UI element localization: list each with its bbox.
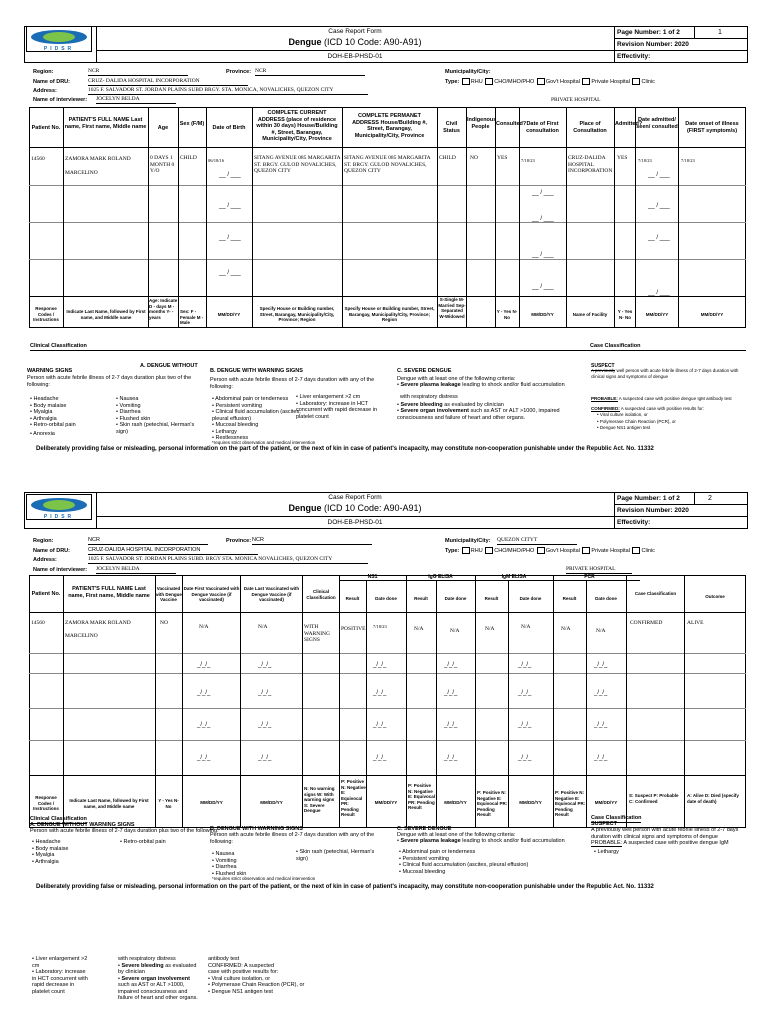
dru-type-value-2: PRIVATE HOSPITAL — [566, 566, 632, 574]
date-slot[interactable]: _/_/_ — [518, 755, 532, 761]
th-date-admitted: Date admitted/ seen/ consulted — [636, 117, 678, 130]
list-item: • Clinical fluid accumulation (ascites, pleural effusion) — [212, 409, 301, 422]
date-slot[interactable]: _/_/_ — [518, 690, 532, 696]
date-slot[interactable]: _/_/_ — [373, 722, 387, 728]
date-slot[interactable]: _/_/_ — [197, 755, 211, 761]
code-age: Age: Indicate D - days M - months Y- - years — [149, 298, 178, 320]
list-item: • Abdominal pain or tenderness — [399, 849, 476, 855]
overflow-organ: • Severe organ involvement such as AST or ALT >1000, impaired consciousness and failure of heart and other organs. — [118, 975, 198, 1001]
province-label: Province: — [226, 69, 252, 75]
date-slot[interactable]: __ / ___ — [648, 203, 670, 209]
rhu-checkbox[interactable] — [462, 78, 470, 85]
p2-igg-result: N/A — [414, 626, 424, 632]
th2-last-vacc: Date Last Vaccinated with Dengue Vaccine (if vaccinated) — [243, 586, 300, 602]
form-title — [96, 37, 614, 47]
code-current-address: Specify House or Building number, Street, Barangay, Municipality/City, Province; Region — [259, 306, 335, 322]
p2-patient-no: 14560 — [31, 620, 45, 626]
list-item: • Laboratory: increase in HCT concurrent with rapid decrease in platelet count — [296, 400, 378, 420]
legal-warning: Deliberately providing false or misleading, personal information on the part of the patient, or the next of kin in case of patient's incapacity, may constitute non-cooperation punishable under the Republic Act. No. 11332 — [36, 446, 654, 452]
list-item: • Mucosal bleeding — [399, 868, 446, 875]
p2-igg-date: N/A — [450, 628, 460, 634]
date-slot[interactable]: __ / ___ — [532, 252, 554, 258]
overflow-col-1 — [32, 956, 90, 995]
code-sex: Sex: F - Female M - Male — [180, 309, 204, 325]
p2-outcome: ALIVE — [687, 620, 704, 626]
page-index-2: 2 — [708, 495, 712, 502]
th2-first-vacc: Date First Vaccinated with Dengue Vaccine (if vaccinated) — [183, 586, 240, 602]
th2-full-name: PATIENT'S FULL NAME Last name, First name, Middle name — [68, 586, 150, 599]
region-label-2: Region: — [33, 538, 54, 544]
doc-code: DOH-EB-PHSD-01 — [327, 53, 383, 60]
list-item: • Polymerase Chain Reaction (PCR), or — [208, 982, 305, 988]
private-checkbox[interactable] — [582, 78, 590, 85]
case-report-form-label-2: Case Report Form — [328, 494, 382, 501]
list-item: • Myalgia — [32, 852, 55, 858]
date-slot[interactable]: __ / ___ — [219, 203, 241, 209]
date-slot[interactable]: _/_/_ — [197, 722, 211, 728]
case-classification-title: Case Classification — [590, 343, 641, 349]
page-number-2: Page Number: 1 of 2 — [617, 495, 680, 502]
p1-name-1: ZAMORA MARK ROLAND — [65, 156, 131, 162]
th-onset: Date onset of illness (FIRST symptom/s) — [685, 121, 739, 134]
list-item: • Skin rash (petechial, Herman's sign) — [116, 422, 195, 435]
effectivity-2: Effectivity: — [617, 519, 651, 526]
logo-text: PIDSR — [43, 46, 75, 52]
rhu-checkbox[interactable] — [462, 547, 470, 554]
overflow-confirmed: CONFIRMED: A suspected case with positive results for: — [208, 962, 279, 975]
list-item: • Persistent vomiting — [399, 855, 449, 862]
date-slot[interactable]: _/_/_ — [258, 755, 272, 761]
date-slot[interactable]: __ / ___ — [532, 216, 554, 222]
region-label: Region: — [33, 69, 54, 75]
th2-ns1-date: Date done — [375, 596, 397, 601]
code-civil-status: S-Single M-Married Sep-Separated W-Widowed — [438, 297, 466, 319]
th2-pcr-date: Date done — [595, 596, 617, 601]
date-slot[interactable]: _/_/_ — [258, 662, 272, 668]
p2-name-1: ZAMORA MARK ROLAND — [65, 620, 131, 626]
date-slot[interactable]: _/_/_ — [373, 755, 387, 761]
dru-type-value: PRIVATE HOSPITAL — [551, 97, 601, 103]
revision-number: Revision Number: 2020 — [617, 41, 689, 48]
clinic-label: Clinic — [641, 547, 655, 554]
dru-label-2: Name of DRU: — [33, 548, 70, 554]
cho-checkbox[interactable] — [485, 547, 493, 554]
th-first-consult: Date of First consultation — [526, 121, 559, 134]
date-slot[interactable]: __ / ___ — [648, 172, 670, 178]
p1-patient-no: 14560 — [31, 156, 45, 162]
p2-clinical: WITH WARNING SIGNS — [304, 624, 330, 643]
region-value-2: NCR — [88, 537, 208, 545]
code-name: Indicate Last Name, followed by First name, and Middle name — [66, 309, 146, 320]
c-list-p2 — [399, 849, 528, 875]
th-sex: Sex (F/M) — [179, 121, 205, 127]
a-title: A. DENGUE WITHOUT — [140, 363, 198, 369]
date-slot[interactable]: __ / ___ — [648, 290, 670, 296]
clinic-checkbox[interactable] — [632, 547, 640, 554]
type-text: Type: — [445, 547, 460, 554]
doc-code-2: DOH-EB-PHSD-01 — [327, 519, 383, 526]
address-value-2: 1025 F. SALVADOR ST. JORDAN PLAINS SUBD. BRGY STA. MONICA NOVALICHES, QUEZON CITY — [88, 556, 368, 564]
th-igg: IgG ELISA — [428, 574, 453, 580]
list-item: • Dengue NS1 antigen test — [208, 988, 273, 995]
list-item: • Dengue NS1 antigen test — [597, 425, 651, 430]
list-item: • Abdominal pain or tenderness — [212, 396, 289, 402]
code2-ns1: P: Positive N: Negative E: Equivocal PR: Pending Result — [341, 779, 366, 817]
overflow-col-3 — [208, 956, 305, 995]
date-slot[interactable]: _/_/_ — [518, 662, 532, 668]
th2-igm-result: Result — [484, 596, 499, 601]
p1-date-admitted: 7/18/23 — [638, 158, 652, 163]
code-onset: MM/DD/YY — [700, 312, 724, 317]
code2-igg-date: MM/DD/YY — [444, 800, 467, 805]
th2-clinical: Clinical Classification — [306, 589, 336, 600]
lethargy-p2: • Lethargy — [594, 849, 619, 855]
a-list-1 — [30, 396, 76, 429]
p2-case-class: CONFIRMED — [630, 620, 663, 626]
title-code: (ICD 10 Code: A90-A91) — [323, 37, 422, 47]
th2-igm-date: Date done — [519, 596, 542, 601]
type-text: Type: — [445, 78, 460, 85]
list-item: • Vomiting — [116, 402, 141, 409]
b-list-p2 — [212, 851, 246, 877]
list-item: • Polymerase Chain Reaction (PCR), or — [597, 418, 676, 424]
address-label-2: Address: — [33, 557, 57, 563]
th2-case-class: Case Classification — [634, 591, 677, 596]
c-desc: Dengue with at least one of the following criteria: — [397, 376, 516, 382]
p1-admitted: YES — [617, 155, 628, 161]
th-current-address: COMPLETE CURRENT ADDRESS (place of residence within 30 days) House/Building #, Street, Barangay, Municipality/City, Province — [256, 110, 338, 142]
list-item: • Arthralgia — [32, 858, 59, 865]
cho-label: CHO/MHO/PHO — [494, 547, 535, 554]
cho-checkbox[interactable] — [485, 78, 493, 85]
p1-permanent-address: SITANG AVENUE 085 MARGARITA ST. BRGY. GULOD NOVALICHES, QUEZON CITY — [344, 155, 431, 174]
p1-civil-status: CHILD — [439, 155, 456, 161]
private-label: Private Hospital — [591, 547, 630, 554]
suspect-label: SUSPECT — [591, 363, 615, 369]
list-item: • Flushed skin — [116, 415, 151, 422]
th-igm: IgM ELISA — [501, 574, 527, 580]
suspect-desc-p2: A previously well person with acute febrile illness of 2-7 days duration with clinical signs and symptoms of dengue — [591, 827, 739, 840]
list-item: • Headache — [32, 839, 61, 845]
date-slot[interactable]: _/_/_ — [518, 722, 532, 728]
c-title-p2: C. SEVERE DENGUE — [397, 826, 452, 832]
a-desc: Person with acute febrile illness of 2-7 days duration plus two of the following: — [27, 375, 192, 388]
municipality-label: Municipality/City: — [445, 69, 491, 75]
th2-patient-no: Patient No. — [31, 591, 61, 597]
govt-label: Gov't Hospital — [545, 547, 580, 554]
suspect-desc: A previously well person with acute febrile illness of 2-7 days duration with clinical signs and symptoms of dengue — [591, 368, 739, 379]
list-item: • Flushed skin — [212, 870, 247, 877]
suspect-p2: SUSPECT — [591, 821, 617, 827]
list-item: • Viral culture isolation, or — [208, 975, 271, 982]
code-admitted: Y - Yes N- No — [617, 309, 633, 320]
date-slot[interactable]: __ / ___ — [219, 270, 241, 276]
date-slot[interactable]: _/_/_ — [594, 722, 608, 728]
th-age: Age — [157, 125, 169, 131]
overflow-resp: with respiratory distress — [118, 956, 176, 962]
code2-ns1-date: MM/DD/YY — [374, 800, 398, 805]
b-list-1 — [212, 396, 302, 442]
p1-age: 0 DAYS 1 MONTH 0 Y/O — [150, 155, 175, 174]
th-place: Place of Consultation — [573, 121, 607, 134]
code2-instructions: Response Codes / Instructions — [33, 795, 59, 811]
b-title: B. DENGUE WITH WARNING SIGNS — [210, 368, 303, 374]
date-slot[interactable]: _/_/_ — [373, 662, 387, 668]
th2-pcr-result: Result — [562, 596, 577, 601]
th-patient-no: Patient No. — [31, 125, 61, 131]
probable-p2: PROBABLE: A suspected case with positive dengue IgM — [591, 840, 729, 846]
th-full-name: PATIENT'S FULL NAME Last name, First name, Middle name — [64, 117, 147, 130]
date-slot[interactable]: _/_/_ — [594, 755, 608, 761]
revision-number-2: Revision Number: 2020 — [617, 507, 689, 514]
th2-ns1-result: Result — [345, 596, 360, 601]
code2-first-vacc: MM/DD/YY — [200, 800, 223, 805]
p1-current-address: SITANG AVENUE 085 MARGARITA ST. BRGY. GULOD NOVALICHES, QUEZON CITY — [254, 155, 341, 174]
date-slot[interactable]: __ / ___ — [532, 190, 554, 196]
code-instructions: Response Codes / Instructions — [33, 306, 59, 322]
c-title: C. SEVERE DENGUE — [397, 368, 452, 374]
list-item: • Diarrhea — [116, 409, 141, 415]
b-list-2 — [296, 394, 388, 420]
confirmed-list — [597, 412, 676, 432]
p2-vaccinated: NO — [160, 620, 168, 626]
dru-label: Name of DRU: — [33, 79, 70, 85]
th-admitted: Admitted? — [615, 121, 643, 127]
code-date-admitted: MM/DD/YY — [645, 312, 669, 317]
date-slot[interactable]: _/_/_ — [444, 755, 458, 761]
overflow-antibody: antibody test — [208, 956, 240, 962]
govt-label: Gov't Hospital — [545, 78, 580, 85]
list-item: • Clinical fluid accumulation (ascites, pleural effusion) — [399, 862, 529, 868]
list-item: • Arthralgia — [30, 415, 57, 422]
code2-outcome: A: Alive D: Died (specify date of death) — [687, 793, 739, 804]
a-anorexia: • Anorexia — [30, 431, 55, 437]
p1-place: CRUZ-DALIDA HOSPITAL INCORPORATION — [568, 155, 613, 174]
th-civil-status: Civil Status — [443, 121, 460, 134]
th2-outcome: Outcome — [705, 594, 725, 599]
private-label: Private Hospital — [591, 78, 630, 85]
th-pcr: PCR — [584, 574, 595, 580]
code-consulted: Y - Yes N- No — [496, 309, 518, 320]
date-slot[interactable]: _/_/_ — [444, 722, 458, 728]
title-code: (ICD 10 Code: A90-A91) — [323, 503, 422, 513]
p2-ns1-date: 7/18/23 — [373, 624, 387, 629]
date-slot[interactable]: _/_/_ — [197, 662, 211, 668]
p2-ns1-result: POSITIVE — [341, 626, 366, 632]
date-slot[interactable]: _/_/_ — [258, 722, 272, 728]
b-title-p2: B. DENGUE WITH WARNING SIGNS — [210, 826, 303, 832]
type-label — [445, 78, 655, 85]
list-item: • Body malaise — [30, 402, 67, 409]
interviewer-value: JOCELYN BELDA — [96, 96, 176, 104]
code2-igg: P: Positive N: Negative E: Equivocal PR: Pending Result — [408, 783, 436, 810]
date-slot[interactable]: _/_/_ — [444, 662, 458, 668]
province-value: NCR — [255, 68, 365, 76]
code2-case: S: Suspect P: Probable C: Confirmed — [629, 793, 679, 804]
p1-dob: 06/18/16 — [208, 158, 225, 163]
address-label: Address: — [33, 88, 57, 94]
code-place: Name of Facility — [572, 312, 608, 317]
th-consulted: Consulted? — [496, 121, 527, 127]
a-item-retro-p2: • Retro-orbital pain — [120, 839, 166, 845]
c-plasma-p2: • Severe plasma leakage leading to shock and/or fluid accumulation — [397, 838, 565, 844]
rhu-label: RHU — [470, 547, 483, 554]
list-item: • Body malaise — [32, 845, 69, 852]
list-item: • Mucosal bleeding — [212, 422, 259, 428]
a-list-p2 — [32, 839, 69, 865]
logo-text: PIDSR — [43, 514, 75, 520]
c-bleeding: • Severe bleeding as evaluated by clinician — [397, 402, 504, 408]
code-first-consult: MM/DD/YY — [531, 312, 554, 317]
probable: PROBABLE: A suspected case with positive dengue IgM antibody test — [591, 396, 732, 401]
a-title-p2: A. DENGUE WITHOUT WARNING SIGNS — [30, 822, 135, 828]
dru-value: CRUZ- DALIDA HOSPITAL INCORPORATION — [88, 78, 248, 86]
address-value: 1025 F. SALVADOR ST. JORDAN PLAINS SUBD BRGY. STA. MONICA, NOVALICHES, QUEZON CITY — [88, 87, 368, 95]
p2-first-vacc: N/A — [199, 624, 209, 630]
code2-name: Indicate Last Name, followed by First name, and Middle name — [69, 798, 149, 809]
page-index-1: 1 — [718, 29, 722, 36]
code-dob: MM/DD/YY — [217, 312, 241, 317]
legal-warning-2: Deliberately providing false or misleading, personal information on the part of the patient, or the next of kin in case of patient's incapacity, may constitute non-cooperation punishable under the Republic Act. No. 11332 — [36, 884, 654, 890]
date-slot[interactable]: __ / ___ — [219, 235, 241, 241]
code2-pcr: P: Positive N: Negative E: Equivocal PR: Pending Result — [555, 790, 586, 817]
list-item: • Diarrhea — [212, 864, 237, 870]
date-slot[interactable]: __ / ___ — [648, 235, 670, 241]
title-bold: Dengue — [288, 37, 322, 47]
interviewer-value-2: JOCELYN BELDA — [96, 566, 176, 574]
region-value: NCR — [88, 68, 188, 76]
list-item: • Nausea — [212, 851, 235, 857]
list-item: • Vomiting — [212, 857, 237, 864]
c-plasma: • Severe plasma leakage leading to shock and/or fluid accumulation — [397, 382, 565, 388]
list-item: • Liver enlargement >2 cm — [32, 956, 88, 969]
p1-consulted: YES — [497, 155, 508, 161]
dru-value-2: CRUZ-DALIDA HOSPITAL INCORPORATION — [88, 547, 258, 555]
clinic-checkbox[interactable] — [632, 78, 640, 85]
code2-clinical: N: No warning signs W: With warning signs S: Severe Dengue — [304, 786, 335, 813]
clinical-title-2: Clinical Classification — [30, 816, 87, 822]
b-desc: Person with acute febrile illness of 2-7 days duration with any of the following: — [210, 377, 375, 390]
overflow-bleeding: • Severe bleeding as evaluated by clinician — [118, 962, 197, 975]
c-organ: • Severe organ involvement such as AST or ALT >1000, impaired consciousness and failure of heart and other organs. — [397, 408, 560, 421]
code2-igm: P: Positive N: Negative E: Equivocal PR: Pending Result — [477, 790, 508, 817]
th-dob: Date of Birth — [212, 125, 246, 131]
p1-name-2: MARCELINO — [65, 170, 98, 176]
date-slot[interactable]: _/_/_ — [258, 690, 272, 696]
rhu-label: RHU — [470, 78, 483, 85]
confirmed: CONFIRMED: A suspected case with positive results for: — [591, 406, 705, 411]
clinic-label: Clinic — [641, 78, 655, 85]
province-value-2: NCR — [252, 537, 372, 545]
th2-vaccinated: Vaccinated with Dengue Vaccine — [155, 586, 182, 602]
case-report-form-label: Case Report Form — [328, 28, 382, 35]
list-item: • Retro-orbital pain — [30, 422, 76, 428]
municipality-value-2: QUEZON CITYT — [497, 537, 577, 545]
date-slot[interactable]: _/_/_ — [444, 690, 458, 696]
th2-igg-date: Date done — [444, 596, 467, 601]
code2-igm-date: MM/DD/YY — [519, 800, 542, 805]
case-class-title-p2: Case Classification — [591, 815, 642, 821]
list-item: • Restlessness — [212, 435, 249, 441]
c-desc-p2: Dengue with at least one of the following criteria: — [397, 832, 516, 838]
c-resp: with respiratory distress — [400, 394, 458, 400]
private-checkbox[interactable] — [582, 547, 590, 554]
overflow-col-2 — [118, 956, 202, 1002]
govt-checkbox[interactable] — [537, 78, 545, 85]
th-indigenous: Indigenous People — [467, 117, 497, 130]
code2-vacc: Y - Yes N- No — [158, 798, 179, 809]
list-item: • Laboratory: increase in HCT concurrent with rapid decrease in platelet count — [32, 969, 88, 995]
list-item: • Nausea — [116, 396, 139, 402]
list-item: • Lethargy — [212, 428, 237, 435]
interviewer-label-2: Name of interviewer: — [33, 567, 88, 573]
date-slot[interactable]: _/_/_ — [594, 690, 608, 696]
code2-last-vacc: MM/DD/YY — [260, 800, 283, 805]
b-note-p2: *requires strict observation and medical intervention — [212, 876, 316, 881]
p2-name-2: MARCELINO — [65, 633, 98, 639]
interviewer-label: Name of interviewer: — [33, 97, 88, 103]
b-item-rash-p2: • Skin rash (petechial, Herman's sign) — [296, 849, 375, 862]
date-slot[interactable]: __ / ___ — [219, 172, 241, 178]
effectivity: Effectivity: — [617, 53, 651, 60]
p2-igm-date: N/A — [521, 624, 531, 630]
form-title-2 — [96, 503, 614, 513]
p1-sex: CHILD — [180, 155, 197, 161]
list-item: • Liver enlargement >2 cm — [296, 394, 361, 400]
p1-first-consult: 7/18/23 — [521, 158, 535, 163]
title-bold: Dengue — [288, 503, 322, 513]
th2-igg-result: Result — [414, 596, 428, 601]
b-desc-p2: Person with acute febrile illness of 2-7 days duration with any of the following: — [210, 832, 375, 845]
p2-last-vacc: N/A — [258, 624, 268, 630]
code-permanent-address: Specify House or Building number, Street, Barangay, Municipality/City, Province; Region — [344, 306, 435, 322]
a-list-2 — [116, 396, 204, 435]
type-label-2 — [445, 547, 655, 554]
th-ns1: NS1 — [367, 574, 378, 580]
date-slot[interactable]: _/_/_ — [197, 690, 211, 696]
cho-label: CHO/MHO/PHO — [494, 78, 535, 85]
patient-table — [29, 107, 746, 328]
p2-igm-result: N/A — [485, 626, 495, 632]
list-item: • Persistent vomiting — [212, 402, 262, 409]
b-note: *requires strict observation and medical intervention — [212, 440, 316, 445]
govt-checkbox[interactable] — [537, 547, 545, 554]
municipality-label-2: Municipality/City: — [445, 538, 491, 544]
province-label-2: Province: — [226, 538, 252, 544]
p2-pcr-result: N/A — [561, 626, 571, 632]
p1-indigenous: NO — [470, 155, 478, 161]
a-title-2: WARNING SIGNS — [27, 368, 73, 374]
date-slot[interactable]: _/_/_ — [594, 662, 608, 668]
clinical-title: Clinical Classification — [30, 343, 87, 349]
date-slot[interactable]: _/_/_ — [373, 690, 387, 696]
list-item: • Headache — [30, 396, 59, 402]
list-item: • Viral culture isolation, or — [597, 412, 648, 417]
code2-pcr-date: MM/DD/YY — [594, 800, 618, 805]
date-slot[interactable]: __ / ___ — [532, 284, 554, 290]
list-item: • Myalgia — [30, 409, 53, 415]
a-desc-p2: Person with acute febrile illness of 2-7 days duration plus two of the following: — [30, 828, 219, 834]
p1-onset: 7/18/23 — [681, 158, 695, 163]
p2-pcr-date: N/A — [596, 628, 606, 634]
page-number: Page Number: 1 of 2 — [617, 29, 680, 36]
th-permanent-address: COMPLETE PERMANET ADDRESS House/Building #, Street, Barangay, Municipality/City, Province — [352, 113, 427, 139]
